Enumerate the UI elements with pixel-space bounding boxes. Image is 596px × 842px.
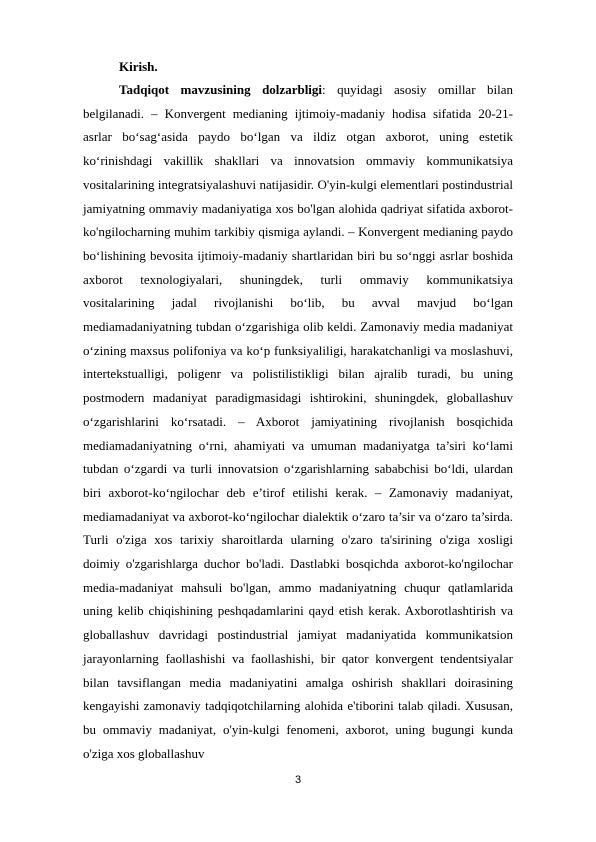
section-heading: Kirish. [119, 59, 158, 74]
page-number: 3 [294, 774, 302, 786]
paragraph-lead-bold: Tadqiqot mavzusining dolzarbligi [119, 82, 323, 97]
paragraph-text: : quyidagi asosiy omillar bilan belgilanadi. – Konvergent medianing ijtimoiy-madaniy hodisa sifatida 20-21-asrlar bo‘sag‘asida paydo bo‘lgan va ildiz otgan axborot, uning estetik ko‘rinishdagi vakillik shakllari va innovatsion ommaviy kommunikatsiya vositalarining integratsiyalashuvi natijasidir. O'yin-kulgi elementlari postindustrial jamiyatning ommaviy madaniyatiga xos bo'lgan alohida qadriyat sifatida axborot-ko'ngilocharning muhim tarkibiy qismiga aylandi. – Konvergent medianing paydo bo‘lishining bevosita ijtimoiy-madaniy shartlaridan biri bu so‘nggi asrlar boshida axborot texnologiyalari, shuningdek, turli ommaviy kommunikatsiya vositalarining jadal rivojlanishi bo‘lib, bu avval mavjud bo‘lgan mediamadaniyatning tubdan o‘zgarishiga olib keldi. Zamonaviy media madaniyat o‘zining maxsus polifoniya va ko‘p funksiyaliligi, harakatchanligi va moslashuvi, intertekstualligi, poligenr va polistilistikligi bilan ajralib turadi, bu uning postmodern madaniyat paradigmasidagi ishtirokini, shuningdek, globallashuv o‘zgarishlarini ko‘rsatadi. – Axborot jamiyatining rivojlanish bosqichida mediamadaniyatning o‘rni, ahamiyati va umuman madaniyatga ta’siri ko‘lami tubdan o‘zgardi va turli innovatsion o‘zgarishlarning sababchisi bo‘ldi, ulardan biri axborot-ko‘ngilochar deb e’tirof etilishi kerak. – Zamonaviy madaniyat, mediamadaniyat va axborot-ko‘ngilochar dialektik o‘zaro ta’sir va o‘zaro ta’sirda. Turli o'ziga xos tarixiy sharoitlarda ularning o'zaro ta'sirining o'ziga xosligi doimiy o'zgarishlarga duchor bo'ladi. Dastlabki bosqichda axborot-ko'ngilochar media-madaniyat mahsuli bo'lgan, ammo madaniyatning chuqur qatlamlarida uning kelib chiqishining peshqadamlarini qayd etish kerak. Axborotlashtirish va globallashuv davridagi postindustrial jamiyat madaniyatida kommunikatsion jarayonlarning faollashishi va faollashishi, bir qator konvergent tendentsiyalar bilan tavsiflangan media madaniyatini amalga oshirish shakllari doirasining kengayishi zamonaviy tadqiqotchilarning alohida e'tiborini talab qiladi. Xususan, bu ommaviy madaniyat, o'yin-kulgi fenomeni, axborot, uning bugungi kunda o'ziga xos globallashuv [83, 82, 513, 761]
body-paragraph [83, 78, 513, 765]
